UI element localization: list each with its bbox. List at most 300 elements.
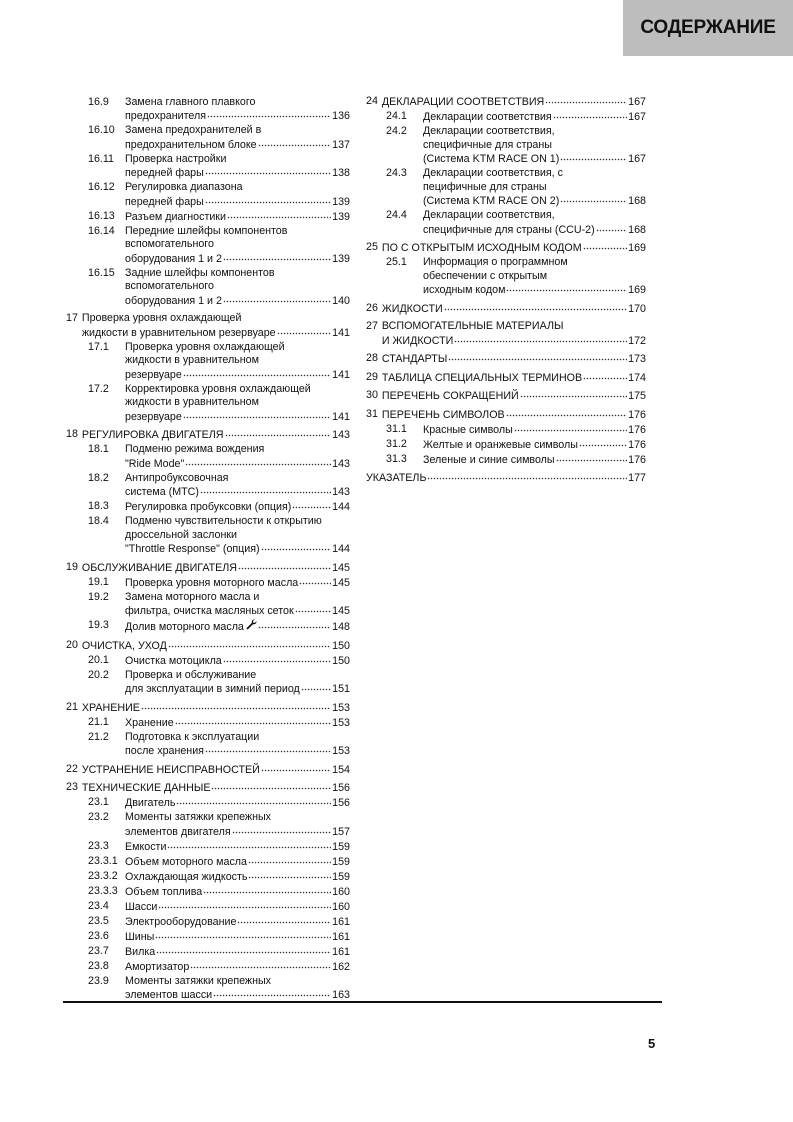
- toc-chapter[interactable]: [66, 701, 350, 716]
- toc-entry-leader-line: [125, 885, 350, 900]
- toc-page-number: 168: [628, 223, 646, 236]
- dot-leader: [556, 452, 628, 462]
- toc-entry-body: [423, 453, 646, 468]
- toc-subsection[interactable]: [66, 181, 350, 209]
- toc-entry-title-line: Хранение: [125, 716, 174, 729]
- toc-subsection[interactable]: [66, 210, 350, 225]
- toc-entry-body: [382, 408, 646, 423]
- toc-subsection[interactable]: [66, 500, 350, 515]
- toc-entry-leader-line: [423, 453, 646, 468]
- toc-entry-body: [125, 885, 350, 900]
- toc-subsection[interactable]: [66, 341, 350, 383]
- toc-entry-number: 29: [366, 370, 378, 383]
- toc-entry-body: [125, 267, 350, 309]
- toc-entry-number: 23.9: [88, 974, 109, 987]
- dot-leader: [506, 407, 628, 417]
- toc-chapter[interactable]: [366, 241, 646, 256]
- toc-chapter[interactable]: [366, 408, 646, 423]
- toc-entry-title-line: оборудования 1 и 2: [125, 252, 222, 265]
- toc-subsection[interactable]: [66, 855, 350, 870]
- toc-page-number: 141: [332, 410, 350, 423]
- toc-subsection[interactable]: [66, 472, 350, 500]
- toc-entry-title-line: фильтра, очистка масляных сеток: [125, 605, 294, 617]
- toc-subsection[interactable]: [366, 209, 646, 237]
- toc-entry-title-line: ХРАНЕНИЕ: [81, 701, 140, 714]
- toc-entry-leader-line: [125, 654, 350, 669]
- toc-entry-title-line: Объем топлива: [125, 885, 203, 898]
- toc-entry-title-line: Замена предохранителей в: [125, 124, 262, 136]
- toc-entry-leader-line: [125, 294, 350, 309]
- toc-page-number: 170: [628, 302, 646, 315]
- toc-entry-number: 30: [366, 389, 378, 401]
- toc-entry-title-line: УСТРАНЕНИЕ НЕИСПРАВНОСТЕЙ: [81, 763, 260, 776]
- toc-entry-leader-line: [125, 195, 350, 210]
- toc-entry-body: [82, 428, 350, 443]
- toc-entry-title-line: Замена главного плавкого: [125, 95, 256, 108]
- toc-entry-number: 16.13: [88, 209, 115, 222]
- toc-page-number: 139: [332, 195, 350, 208]
- toc-entry-body: [125, 945, 350, 960]
- toc-entry-title-line: система (MTC): [125, 486, 199, 498]
- toc-entry-number: 23.3.3: [88, 884, 118, 897]
- toc-entry-number: 16.11: [88, 152, 114, 165]
- toc-subsection[interactable]: [66, 731, 350, 759]
- toc-entry-body: [125, 811, 350, 839]
- toc-entry-body: [423, 423, 646, 438]
- toc-page-number: 145: [332, 561, 350, 574]
- toc-entry-title-line: Амортизатор: [125, 960, 190, 973]
- toc-entry-leader-line: [82, 326, 350, 341]
- toc-left-column: [66, 95, 350, 1003]
- toc-chapter[interactable]: [366, 302, 646, 317]
- toc-page-number: 156: [332, 782, 350, 794]
- toc-entry-title-line: Декларации соответствия: [423, 111, 552, 123]
- toc-entry-number: 16.12: [88, 181, 115, 193]
- toc-subsection[interactable]: [66, 915, 350, 930]
- toc-entry-leader-line: [125, 457, 350, 472]
- toc-entry-title-line: Подготовка к эксплуатации: [125, 730, 260, 743]
- toc-entry-title-line: Проверка уровня охлаждающей: [125, 340, 285, 353]
- dot-leader: [207, 108, 331, 118]
- toc-entry-body: [82, 639, 350, 654]
- toc-entry-number: 27: [366, 320, 378, 332]
- toc-entry-title-line: специфичные для страны (CCU-2): [423, 223, 595, 236]
- dot-leader: [583, 370, 627, 380]
- toc-entry-title-line: (Система KTM RACE ON 2): [423, 195, 560, 207]
- toc-entry-leader-line: [423, 194, 646, 209]
- toc-subsection[interactable]: [366, 110, 646, 125]
- toc-entry-leader-line: [382, 241, 646, 256]
- toc-entry-title-line: Емкости: [125, 840, 167, 853]
- toc-page-number: 141: [332, 368, 350, 381]
- toc-entry-body: [125, 225, 350, 267]
- toc-entry-title-line: Подменю чувствительности к открытию: [125, 515, 322, 527]
- toc-entry-body: [125, 731, 350, 759]
- toc-entry-title-line: И ЖИДКОСТИ: [381, 334, 454, 347]
- toc-entry-body: [82, 561, 350, 576]
- toc-entry-title-line: ЖИДКОСТИ: [381, 302, 443, 315]
- toc-page-number: 169: [628, 242, 646, 254]
- toc-entry-body: [125, 96, 350, 124]
- toc-subsection[interactable]: [66, 796, 350, 811]
- dot-leader: [583, 240, 628, 250]
- toc-entry-leader-line: [423, 152, 646, 167]
- toc-entry-body: [125, 855, 350, 870]
- toc-subsection[interactable]: [66, 654, 350, 669]
- toc-page-number: 139: [332, 252, 350, 265]
- dot-leader: [213, 987, 331, 997]
- dot-leader: [155, 929, 331, 939]
- toc-entry-title-line: Моменты затяжки крепежных: [125, 811, 272, 823]
- dot-leader: [225, 427, 332, 437]
- toc-page-number: 177: [628, 472, 646, 484]
- toc-entry-leader-line: [382, 408, 646, 423]
- toc-subsection[interactable]: [66, 870, 350, 885]
- toc-page-number: 167: [628, 153, 646, 165]
- page-number: 5: [648, 1036, 656, 1051]
- toc-page-number: 175: [628, 390, 646, 402]
- toc-entry-number: 24: [366, 95, 378, 107]
- toc-entry-title-line: передней фары: [125, 167, 204, 179]
- toc-subsection[interactable]: [366, 167, 646, 209]
- toc-entry-number: 22: [66, 762, 78, 775]
- toc-chapter[interactable]: [366, 95, 646, 110]
- toc-entry-title-line: СТАНДАРТЫ: [381, 353, 448, 365]
- toc-entry-title-line: Проверка и обслуживание: [125, 668, 257, 681]
- toc-entry-title-line: ТЕХНИЧЕСКИЕ ДАННЫЕ: [81, 782, 211, 794]
- toc-subsection[interactable]: [66, 930, 350, 945]
- toc-entry-body: [382, 95, 646, 110]
- toc-entry-title-line: (Система KTM RACE ON 1): [423, 153, 560, 165]
- toc-page-number: 154: [332, 763, 350, 776]
- toc-entry-title-line: элементов шасси: [125, 989, 213, 1001]
- toc-entry-number: 17.1: [88, 340, 109, 353]
- toc-entry-body: [125, 900, 350, 915]
- dot-leader: [203, 884, 331, 894]
- toc-chapter[interactable]: [366, 352, 646, 367]
- toc-page-number: 141: [332, 326, 350, 339]
- toc-entry-number: 26: [366, 301, 378, 314]
- dot-leader: [205, 194, 331, 204]
- dot-leader: [596, 222, 627, 232]
- toc-entry-body: [82, 701, 350, 716]
- toc-entry-number: 23.3: [88, 839, 109, 852]
- toc-entry-title-line: Корректировка уровня охлаждающей: [125, 382, 311, 395]
- toc-subsection[interactable]: [66, 225, 350, 267]
- toc-entry-leader-line: [423, 223, 646, 238]
- toc-page-number: 138: [332, 167, 350, 179]
- toc-subsection[interactable]: [366, 438, 646, 453]
- toc-entry-title-line: Регулировка диапазона: [125, 181, 243, 193]
- toc-entry-number: 31: [366, 407, 378, 420]
- dot-leader: [205, 165, 331, 175]
- toc-page-number: 143: [332, 429, 350, 441]
- toc-page-number: 150: [332, 654, 350, 667]
- toc-chapter[interactable]: [66, 763, 350, 778]
- toc-entry-number: 23.8: [88, 959, 109, 972]
- toc-entry-number: 25: [366, 241, 378, 253]
- dot-leader: [560, 151, 627, 161]
- dot-leader: [176, 795, 331, 805]
- toc-entry-body: [125, 591, 350, 619]
- toc-entry-number: 31.1: [386, 422, 407, 435]
- toc-entry-leader-line: [125, 682, 350, 697]
- toc-entry-title-line: вспомогательного: [125, 238, 214, 250]
- toc-page-number: 150: [332, 639, 350, 652]
- toc-subsection[interactable]: [366, 256, 646, 298]
- toc-entry-title-line: Регулировка пробуксовки (опция): [125, 501, 292, 513]
- toc-chapter[interactable]: [366, 389, 646, 404]
- toc-entry-title-line: после хранения: [125, 745, 204, 757]
- toc-entry-title-line: пецифичные для страны: [423, 180, 547, 193]
- toc-entry-title-line: Подменю режима вождения: [125, 443, 265, 455]
- toc-entry-title-line: исходным кодом: [423, 284, 506, 296]
- toc-entry-number: 19: [66, 560, 78, 573]
- toc-entry-title-line: Проверка настройки: [125, 152, 227, 165]
- toc-entry-number: 18.4: [88, 515, 109, 527]
- toc-subsection[interactable]: [66, 383, 350, 425]
- toc-page-number: 144: [332, 543, 350, 555]
- toc-entry-body: [382, 371, 646, 386]
- toc-entry-title-line: Электрооборудование: [125, 915, 237, 928]
- toc-page-number: 153: [332, 745, 350, 757]
- toc-entry-title-line: предохранителя: [125, 110, 206, 122]
- toc-subsection[interactable]: [66, 153, 350, 181]
- dot-leader: [292, 499, 331, 509]
- toc-entry-leader-line: [125, 796, 350, 811]
- toc-entry-leader-line: [125, 855, 350, 870]
- toc-entry-leader-line: [382, 95, 646, 110]
- toc-entry-title-line: Разъем диагностики: [125, 210, 226, 223]
- toc-entry-body: [382, 389, 646, 404]
- dot-leader: [301, 681, 331, 691]
- toc-chapter[interactable]: [66, 312, 350, 340]
- toc-entry-title-line: жидкости в уравнительном: [125, 354, 259, 366]
- toc-entry-leader-line: [82, 701, 350, 716]
- toc-page-number: 145: [332, 605, 350, 617]
- toc-page-number: 161: [332, 945, 350, 958]
- toc-entry-number: 23.3.1: [88, 854, 118, 867]
- toc-entry-body: [82, 781, 350, 796]
- dot-leader: [238, 560, 331, 570]
- toc-entry-number: 23.1: [88, 796, 109, 808]
- toc-entry-body: [125, 383, 350, 425]
- toc-subsection[interactable]: [66, 885, 350, 900]
- toc-page-number: 159: [332, 870, 350, 883]
- toc-entry-title-line: Декларации соответствия, с: [423, 167, 563, 179]
- toc-entry-title-line: Задние шлейфы компонентов: [125, 266, 275, 279]
- toc-page-number: 168: [628, 195, 646, 207]
- dot-leader: [261, 762, 331, 772]
- toc-chapter[interactable]: [66, 781, 350, 796]
- toc-subsection[interactable]: [66, 960, 350, 975]
- toc-entry-title-line: жидкости в уравнительном: [125, 396, 259, 408]
- toc-entry-leader-line: [382, 334, 646, 349]
- toc-entry-body: [382, 241, 646, 256]
- dot-leader: [520, 388, 627, 398]
- toc-entry-title-line: вспомогательного: [125, 280, 214, 292]
- toc-entry-leader-line: [423, 110, 646, 125]
- toc-entry-title-line: Информация о программном: [423, 256, 568, 268]
- toc-entry-body: [125, 515, 350, 557]
- toc-entry-leader-line: [125, 840, 350, 855]
- toc-entry-body: [423, 438, 646, 453]
- toc-entry-leader-line: [382, 352, 646, 367]
- toc-entry-leader-line: [125, 900, 350, 915]
- dot-leader: [295, 603, 332, 613]
- toc-entry-title-line: Очистка мотоцикла: [125, 654, 222, 667]
- toc-entry-body: [125, 716, 350, 731]
- section-title: СОДЕРЖАНИЕ: [640, 17, 776, 38]
- toc-subsection[interactable]: [66, 900, 350, 915]
- toc-entry-title-line: "Ride Mode": [125, 457, 185, 470]
- toc-entry-body: [125, 210, 350, 225]
- toc-entry-body: [125, 960, 350, 975]
- toc-entry-leader-line: [125, 109, 350, 124]
- dot-leader: [223, 251, 331, 261]
- toc-subsection[interactable]: [66, 811, 350, 839]
- toc-entry-title-line: Зеленые и синие символы: [423, 453, 555, 466]
- toc-entry-body: [423, 167, 646, 209]
- toc-subsection[interactable]: [66, 96, 350, 124]
- toc-entry-title-line: дроссельной заслонки: [125, 528, 238, 541]
- toc-page-number: 137: [332, 138, 350, 151]
- toc-entry-leader-line: [125, 500, 350, 515]
- toc-entry-number: 16.15: [88, 266, 115, 279]
- toc-subsection[interactable]: [66, 515, 350, 557]
- dot-leader: [141, 700, 331, 710]
- toc-entry-number: 23: [66, 781, 78, 793]
- toc-page-number: 139: [332, 210, 350, 223]
- toc-entry-title-line: ПЕРЕЧЕНЬ СИМВОЛОВ: [381, 408, 505, 421]
- toc-entry-body: [366, 471, 646, 486]
- toc-entry-leader-line: [82, 428, 350, 443]
- toc-chapter[interactable]: [366, 371, 646, 386]
- toc-subsection[interactable]: [66, 124, 350, 152]
- toc-entry-number: 19.2: [88, 590, 109, 603]
- toc-subsection[interactable]: [66, 840, 350, 855]
- toc-entry-title-line: Шины: [125, 930, 155, 943]
- toc-subsection[interactable]: [66, 975, 350, 1003]
- toc-entry-title-line: Моменты затяжки крепежных: [125, 974, 272, 987]
- toc-right-column: [366, 95, 646, 486]
- toc-subsection[interactable]: [66, 576, 350, 591]
- toc-subsection[interactable]: [66, 945, 350, 960]
- toc-page-number: 161: [332, 930, 350, 943]
- toc-entry-number: 25.1: [386, 256, 407, 268]
- toc-entry-number: 18.3: [88, 500, 109, 512]
- toc-entry-title-line: Декларации соответствия,: [423, 209, 555, 221]
- toc-page-number: 176: [628, 438, 646, 451]
- toc-entry-leader-line: [125, 410, 350, 425]
- toc-entry-title-line: Охлаждающая жидкость: [125, 870, 248, 883]
- toc-subsection[interactable]: [66, 443, 350, 471]
- dot-leader: [168, 638, 331, 648]
- toc-entry-body: [82, 763, 350, 778]
- toc-subsection[interactable]: [66, 619, 350, 635]
- toc-page-number: 172: [628, 334, 646, 347]
- toc-page-number: 163: [332, 989, 350, 1001]
- toc-entry-leader-line: [125, 915, 350, 930]
- toc-entry-body: [125, 443, 350, 471]
- toc-entry-number: 16.10: [88, 124, 115, 136]
- dot-leader: [427, 470, 627, 480]
- toc-subsection[interactable]: [66, 716, 350, 731]
- toc-chapter[interactable]: [366, 320, 646, 348]
- toc-entry-number: 21: [66, 700, 78, 713]
- dot-leader: [185, 456, 331, 466]
- toc-entry-title-line: Декларации соответствия,: [423, 125, 555, 137]
- dot-leader: [183, 409, 331, 419]
- toc-subsection[interactable]: [66, 669, 350, 697]
- toc-entry-leader-line: [125, 870, 350, 885]
- toc-entry-title-line: Антипробуксовочная: [125, 471, 229, 484]
- toc-entry-body: [125, 181, 350, 209]
- toc-entry-body: [125, 930, 350, 945]
- toc-page-number: 148: [332, 621, 350, 633]
- toc-entry-number: 31.2: [386, 437, 407, 450]
- dot-leader: [227, 209, 331, 219]
- toc-entry-leader-line: [125, 825, 350, 840]
- toc-page-number: 156: [332, 797, 350, 809]
- toc-chapter[interactable]: [66, 639, 350, 654]
- toc-entry-leader-line: [125, 960, 350, 975]
- toc-entry-leader-line: [125, 619, 350, 635]
- toc-entry-body: [125, 124, 350, 152]
- toc-chapter[interactable]: [66, 428, 350, 443]
- toc-entry-title-line: передней фары: [125, 195, 204, 208]
- toc-page-number: 159: [332, 840, 350, 853]
- dot-leader: [158, 899, 331, 909]
- toc-entry-title-line: ТАБЛИЦА СПЕЦИАЛЬНЫХ ТЕРМИНОВ: [381, 371, 583, 384]
- footer-rule: [63, 1001, 662, 1003]
- toc-entry-number: 24.3: [386, 167, 407, 179]
- toc-chapter[interactable]: [66, 561, 350, 576]
- toc-entry-title-line: ПО С ОТКРЫТЫМ ИСХОДНЫМ КОДОМ: [381, 242, 582, 254]
- toc-entry-number: 31.3: [386, 452, 407, 465]
- toc-entry-leader-line: [423, 283, 646, 298]
- toc-subsection[interactable]: [66, 267, 350, 309]
- toc-entry-title-line: Шасси: [125, 900, 158, 913]
- toc-entry-body: [125, 975, 350, 1003]
- dot-leader: [579, 437, 627, 447]
- toc-entry-body: [125, 915, 350, 930]
- toc-entry-body: [382, 302, 646, 317]
- toc-entry-body: [125, 472, 350, 500]
- toc-entry-leader-line: [125, 945, 350, 960]
- toc-entry-number: 24.1: [386, 110, 407, 122]
- toc-entry-number: 18.2: [88, 471, 109, 484]
- toc-entry-number: 19.3: [88, 619, 109, 631]
- toc-entry-body: [125, 796, 350, 811]
- toc-subsection[interactable]: [366, 423, 646, 438]
- section-header-tab: [623, 0, 793, 56]
- toc-subsection[interactable]: [366, 453, 646, 468]
- toc-subsection[interactable]: [66, 591, 350, 619]
- toc-entry-leader-line: [125, 604, 350, 619]
- toc-chapter[interactable]: [366, 471, 646, 486]
- dot-leader: [454, 333, 627, 343]
- dot-leader: [277, 325, 332, 335]
- toc-page-number: 143: [332, 457, 350, 470]
- toc-page-number: 176: [628, 453, 646, 466]
- toc-entry-title-line: Долив моторного масла: [125, 621, 244, 633]
- dot-leader: [560, 193, 627, 203]
- toc-entry-title-line: Проверка уровня охлаждающей: [81, 312, 242, 324]
- dot-leader: [156, 944, 331, 954]
- toc-entry-number: 24.2: [386, 125, 407, 137]
- toc-subsection[interactable]: [366, 125, 646, 167]
